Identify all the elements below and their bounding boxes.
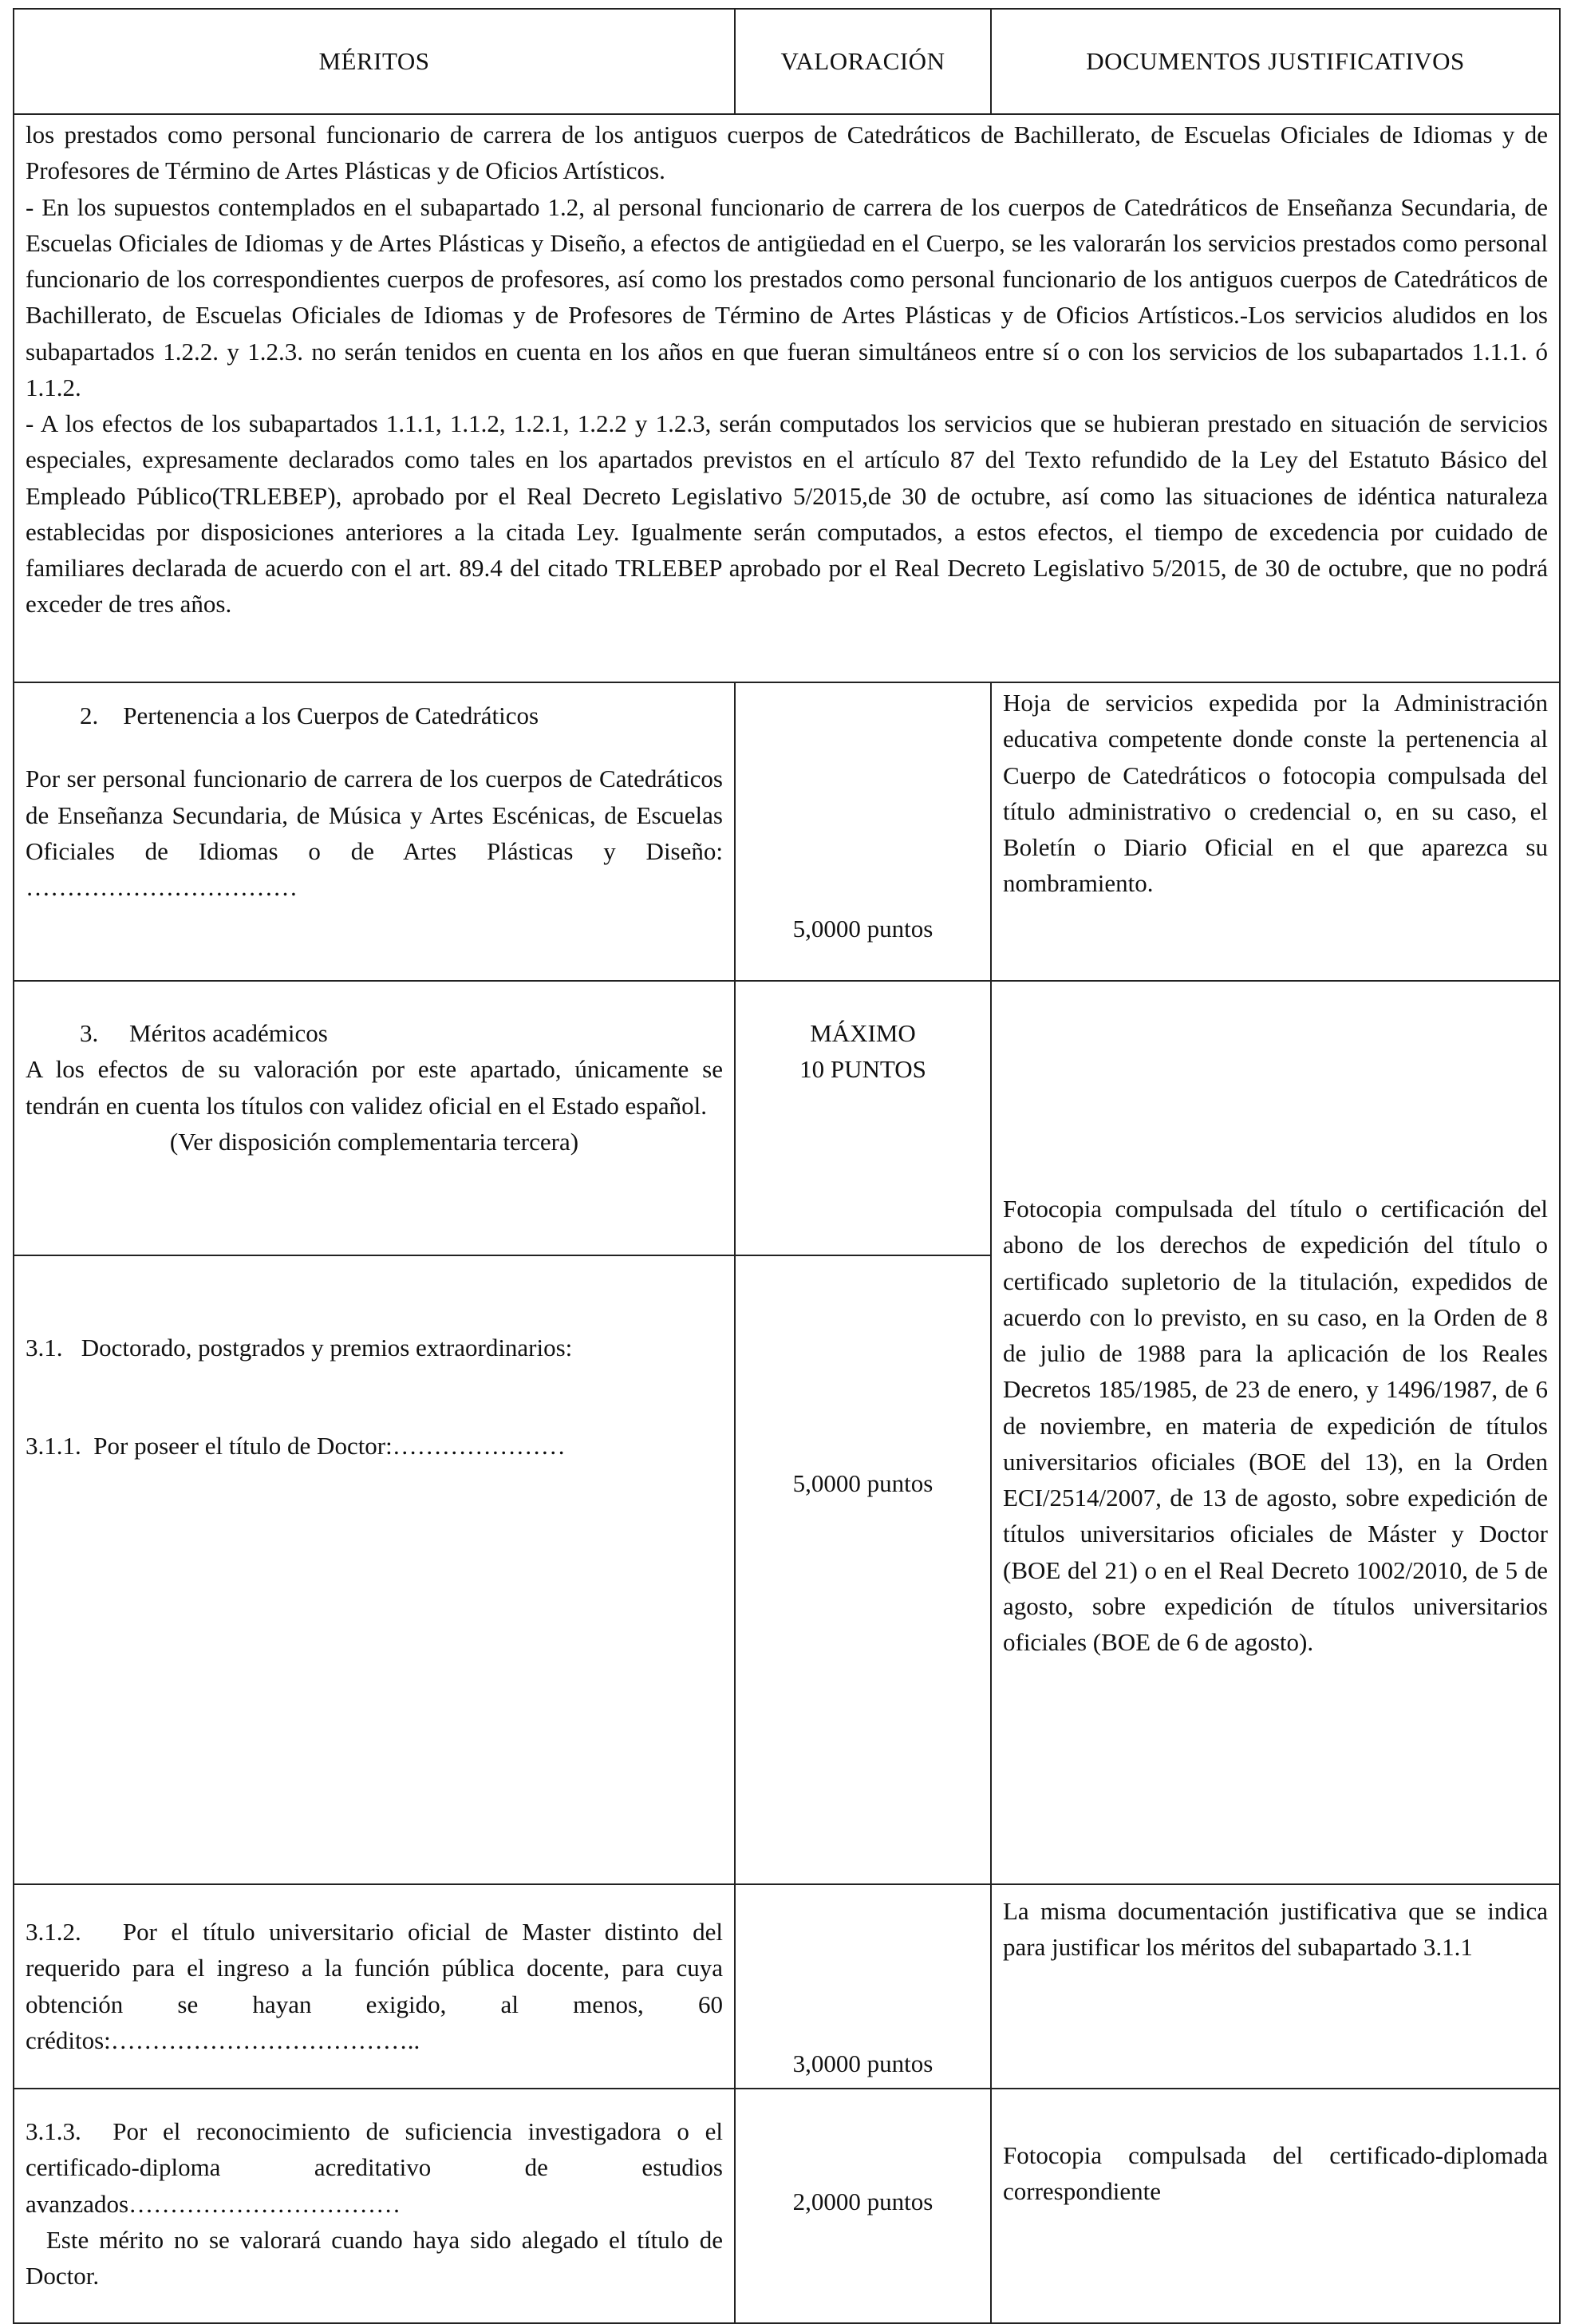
table-header-row bbox=[14, 9, 1560, 114]
note-paragraph: - En los supuestos contemplados en el subapartado 1.2, al personal funcionario de carrera de los cuerpos de Catedráticos de Enseñanza Secundaria, de Escuelas Oficiales de Idiomas y de Artes Plásticas y Diseño, a efectos de antigüedad en el Cuerpo, se les valorarán los servicios prestados como personal funcionario de los correspondientes cuerpos de profesores, así como los prestados como personal funcionario de los antiguos cuerpos de Catedráticos de Bachillerato, de Escuelas Oficiales de Idiomas y de Profesores de Término de Artes Plásticas y de Oficios Artísticos.-Los servicios aludidos en los subapartados 1.2.2. y 1.2.3. no serán tenidos en cuenta en los años en que fueran simultáneos entre sí o con los servicios de los subapartados 1.1.1. ó 1.1.2. bbox=[26, 192, 1548, 401]
notes-row bbox=[14, 114, 1560, 682]
section-3-1-merit bbox=[14, 1255, 735, 1884]
merits-table bbox=[13, 8, 1561, 2324]
section-3-1-2-doc: La misma documentación justificativa que se indica para justificar los méritos del subapartado 3.1.1 bbox=[991, 1884, 1560, 2089]
section-3-1-2-valor: 3,0000 puntos bbox=[735, 1884, 991, 2089]
section-3-1-3-valor: 2,0000 puntos bbox=[735, 2089, 991, 2323]
section-3-title: 3. Méritos académicos bbox=[80, 1019, 328, 1047]
section-3-1-3-doc: Fotocopia compulsada del certificado-diplomada correspondiente bbox=[991, 2089, 1560, 2323]
section-3-row bbox=[14, 981, 1560, 1255]
section-3-max-label: MÁXIMO bbox=[810, 1019, 916, 1047]
section-3-text: A los efectos de su valoración por este apartado, únicamente se tendrán en cuenta los títulos con validez oficial en el Estado español. bbox=[26, 1055, 723, 1120]
header-valoracion: VALORACIÓN bbox=[735, 9, 991, 114]
section-3-max-value: 10 PUNTOS bbox=[799, 1055, 926, 1084]
section-2-doc: Hoja de servicios expedida por la Administración educativa competente donde conste la pertenencia al Cuerpo de Catedráticos o fotocopia compulsada del título administrativo o credencial o, en su caso, el Boletín o Diario Oficial en el que aparezca su nombramiento. bbox=[991, 682, 1560, 981]
section-3-1-3-merit bbox=[14, 2089, 735, 2323]
section-2-row bbox=[14, 682, 1560, 981]
section-3-1-3-row bbox=[14, 2089, 1560, 2323]
section-3-1-3-text: 3.1.3. Por el reconocimiento de suficiencia investigadora o el certificado-diploma acreditativo de estudios avanzados…………………………… bbox=[26, 2117, 723, 2218]
section-3-valor bbox=[735, 981, 991, 1255]
notes-cell bbox=[14, 114, 1560, 682]
section-3-1-2-row bbox=[14, 1884, 1560, 2089]
section-3-1-2-merit: 3.1.2. Por el título universitario oficial de Master distinto del requerido para el ingreso a la función pública docente, para cuya obtención se hayan exigido, al menos, 60 créditos:……………………………….. bbox=[14, 1884, 735, 2089]
note-paragraph: los prestados como personal funcionario de carrera de los antiguos cuerpos de Catedráticos de Bachillerato, de Escuelas Oficiales de Idiomas y de Profesores de Término de Artes Plásticas y de Oficios Artísticos. bbox=[26, 121, 1548, 185]
section-3-1-1-valor: 5,0000 puntos bbox=[735, 1255, 991, 1884]
header-documentos: DOCUMENTOS JUSTIFICATIVOS bbox=[991, 9, 1560, 114]
section-3-1-title: 3.1. Doctorado, postgrados y premios extraordinarios: bbox=[26, 1334, 573, 1362]
section-3-1-1-item: 3.1.1. Por poseer el título de Doctor:………………… bbox=[26, 1432, 566, 1460]
section-3-doc: Fotocopia compulsada del título o certificación del abono de los derechos de expedición del título o certificado supletorio de la titulación, expedidos de acuerdo con lo previsto, en su caso, en la Orden de 8 de julio de 1988 para la aplicación de los Reales Decretos 185/1985, de 23 de enero, y 1496/1987, de 6 de noviembre, en materia de expedición de títulos universitarios oficiales (BOE del 13), en la Orden ECI/2514/2007, de 13 de agosto, sobre expedición de títulos universitarios oficiales de Máster y Doctor (BOE del 21) o en el Real Decreto 1002/2010, de 5 de agosto, sobre expedición de títulos universitarios oficiales (BOE de 6 de agosto). bbox=[991, 981, 1560, 1884]
header-meritos: MÉRITOS bbox=[14, 9, 735, 114]
note-paragraph: - A los efectos de los subapartados 1.1.1, 1.1.2, 1.2.1, 1.2.2 y 1.2.3, serán computados los servicios que se hubieran prestado en situación de servicios especiales, expresamente declarados como tales en los apartados previstos en el artículo 87 del Texto refundido de la Ley del Estatuto Básico del Empleado Público(TRLEBEP), aprobado por el Real Decreto Legislativo 5/2015,de 30 de octubre, así como las situaciones de idéntica naturaleza establecidas por disposiciones anteriores a la citada Ley. Igualmente serán computados, a estos efectos, el tiempo de excedencia por cuidado de familiares declarada de acuerdo con el art. 89.4 del citado TRLEBEP aprobado por el Real Decreto Legislativo 5/2015, de 30 de octubre, que no podrá exceder de tres años. bbox=[26, 409, 1548, 619]
section-3-ver: (Ver disposición complementaria tercera) bbox=[169, 1127, 579, 1156]
section-2-title: 2. Pertenencia a los Cuerpos de Catedráticos bbox=[80, 702, 539, 729]
section-3-merit bbox=[14, 981, 735, 1255]
section-2-merit bbox=[14, 682, 735, 981]
section-2-valor: 5,0000 puntos bbox=[735, 682, 991, 981]
section-2-text: Por ser personal funcionario de carrera de los cuerpos de Catedráticos de Enseñanza Secundaria, de Música y Artes Escénicas, de Escuelas Oficiales de Idiomas o de Artes Plásticas y Diseño: …………………………… bbox=[26, 765, 723, 901]
section-3-1-3-note: Este mérito no se valorará cuando haya sido alegado el título de Doctor. bbox=[26, 2225, 723, 2290]
